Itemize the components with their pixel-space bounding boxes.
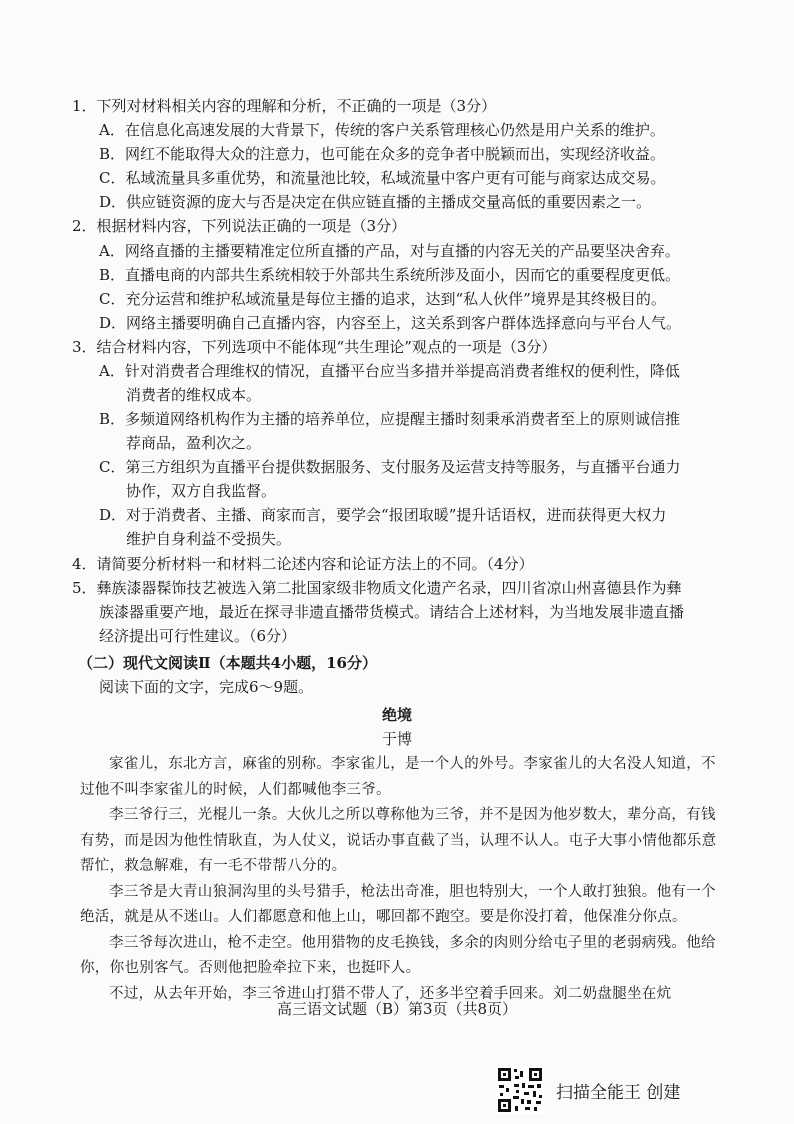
story-paragraph: 李三爷是大青山狼洞沟里的头号猎手，枪法出奇准，胆也特别大，一个人敢打独狼。他有一个绝活，就是从不迷山。人们都愿意和他上山，哪回都不跑空。要是你没打着，他保准分你点。 xyxy=(80,883,716,925)
section-heading: （二）现代文阅读Ⅱ（本题共4小题，16分） xyxy=(78,654,377,672)
q3-option-b-cont: 荐商品，盈利次之。 xyxy=(126,434,262,452)
page-footer: 高三语文试题（B）第3页（共8页） xyxy=(276,1000,518,1018)
story-title: 绝境 xyxy=(381,706,412,724)
q3-option-a-cont: 消费者的维权成本。 xyxy=(126,386,262,404)
q2-option-a: A．网络直播的主播要精准定位所直播的产品，对与直播的内容无关的产品要坚决舍弃。 xyxy=(99,242,680,260)
q2-option-b: B．直播电商的内部共生系统相较于外部共生系统所涉及面小，因而它的重要程度更低。 xyxy=(99,266,681,284)
q3-option-d-cont: 维护自身利益不受损失。 xyxy=(126,530,292,548)
q3-option-a: A．针对消费者合理维权的情况，直播平台应当多措并举提高消费者维权的便利性，降低 xyxy=(99,362,680,380)
q3-option-c: C．第三方组织为直播平台提供数据服务、支付服务及运营支持等服务，与直播平台通力 xyxy=(99,458,681,476)
q2-option-d: D．网络主播要明确自己直播内容，内容至上，这关系到客户群体选择意向与平台人气。 xyxy=(99,314,682,332)
q4-stem: 4．请简要分析材料一和材料二论述内容和论证方法上的不同。（4分） xyxy=(72,555,534,573)
q2-stem: 2．根据材料内容，下列说法正确的一项是（3分） xyxy=(72,217,407,235)
q3-option-c-cont: 协作，双方自我监督。 xyxy=(126,482,277,500)
story-paragraph: 李三爷行三，光棍儿一条。大伙儿之所以尊称他为三爷，并不是因为他岁数大，辈分高，有钱有势，而是因为他性情耿直，为人仗义，说话办事直截了当，认理不认人。屯子大事小情他都乐意帮忙，救急解难，有一毛不带帮八分的。 xyxy=(80,807,717,874)
story-body xyxy=(80,752,720,1007)
q1-option-c: C．私域流量具多重优势，和流量池比较，私域流量中客户更有可能与商家达成交易。 xyxy=(99,169,666,187)
q5-stem-line2: 族漆器重要产地，最近在探寻非遗直播带货模式。请结合上述材料，为当地发展非遗直播 xyxy=(99,603,685,621)
q3-option-b: B．多频道网络机构作为主播的培养单位，应提醒主播时刻秉承消费者至上的原则诚信推 xyxy=(99,410,681,428)
story-author: 于博 xyxy=(381,730,412,748)
story-paragraph: 家雀儿，东北方言，麻雀的别称。李家雀儿，是一个人的外号。李家雀儿的大名没人知道，不过他不叫李家雀儿的时候，人们都喊他李三爷。 xyxy=(80,756,716,798)
q1-option-d: D．供应链资源的庞大与否是决定在供应链直播的主播成交量高低的重要因素之一。 xyxy=(99,193,652,211)
section-intro: 阅读下面的文字，完成6～9题。 xyxy=(99,678,314,696)
story-paragraph: 李三爷每次进山，枪不走空。他用猎物的皮毛换钱，多余的肉则分给屯子里的老弱病残。他给你，你也别客气。否则他把脸牵拉下来，也挺吓人。 xyxy=(80,934,716,976)
q3-stem: 3．结合材料内容，下列选项中不能体现“共生理论”观点的一项是（3分） xyxy=(72,338,557,356)
scanner-watermark: 扫描全能王 创建 xyxy=(556,1083,681,1103)
q1-stem: 1．下列对材料相关内容的理解和分析，不正确的一项是（3分） xyxy=(72,97,497,115)
story-paragraph: 不过，从去年开始，李三爷进山打猎不带人了，还多半空着手回来。刘二奶盘腿坐在炕 xyxy=(109,985,672,1002)
q3-option-d: D．对于消费者、主播、商家而言，要学会“报团取暖”提升话语权，进而获得更大权力 xyxy=(99,506,667,524)
q1-option-b: B．网红不能取得大众的注意力，也可能在众多的竞争者中脱颖而出，实现经济收益。 xyxy=(99,145,666,163)
q1-option-a: A．在信息化高速发展的大背景下，传统的客户关系管理核心仍然是用户关系的维护。 xyxy=(99,121,665,139)
qr-code-icon xyxy=(496,1066,544,1114)
q5-stem-line3: 经济提出可行性建议。（6分） xyxy=(99,627,297,645)
q5-stem-line1: 5．彝族漆器髹饰技艺被选入第二批国家级非物质文化遗产名录，四川省凉山州喜德县作为彝 xyxy=(72,579,682,597)
q2-option-c: C．充分运营和维护私域流量是每位主播的追求，达到“私人伙伴”境界是其终极目的。 xyxy=(99,290,666,308)
